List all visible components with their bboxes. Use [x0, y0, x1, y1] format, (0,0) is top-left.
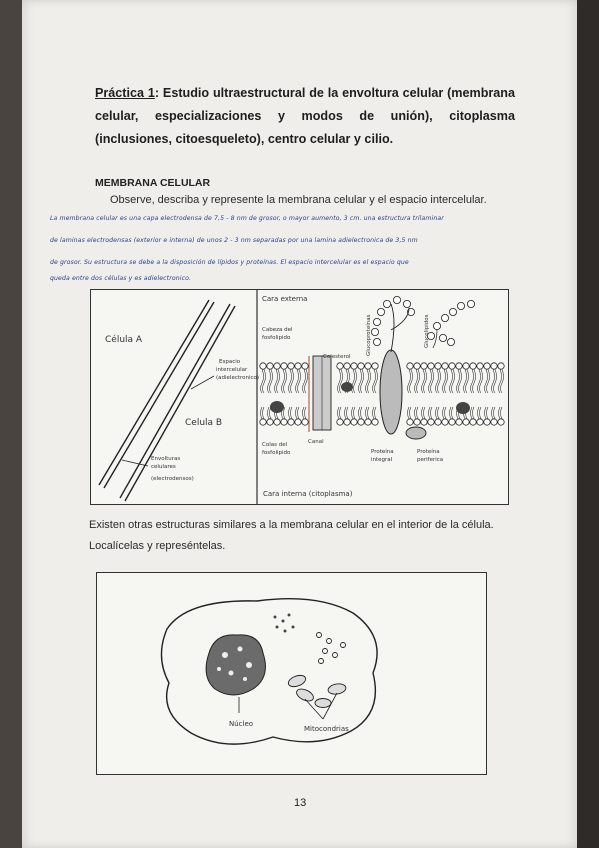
lipid-bilayer-drawing	[260, 296, 504, 439]
peripheral-protein-label: Proteína	[417, 449, 440, 455]
envelope-label: Envolturas	[151, 456, 181, 462]
peripheral-protein-label: periferica	[417, 457, 444, 463]
practice-subject: : Estudio ultraestructural de la envoltura celular (membrana celular, especializaciones y modos de unión), citoplasma (inclusiones, citoesqueleto), centro celular y cilio.	[95, 86, 515, 146]
space-label: intercelular	[216, 367, 248, 373]
section-heading: MEMBRANA CELULAR	[95, 177, 211, 189]
page-number: 13	[294, 797, 307, 809]
mitochondria-label: Mitocondrias	[304, 725, 349, 733]
question-line-1: Existen otras estructuras similares a la membrana celular en el interior de la célula.	[89, 519, 494, 531]
head-label: fosfolipido	[262, 335, 291, 341]
cytoplasm-dots	[274, 614, 295, 633]
outer-face-label: Cara externa	[262, 295, 308, 303]
question-line-2: Localícelas y represéntelas.	[89, 540, 226, 552]
mitochondria-shapes	[287, 673, 347, 707]
background-edge-left	[0, 0, 22, 848]
inner-face-label: Cara interna (citoplasma)	[263, 490, 353, 498]
intercellular-space-drawing	[99, 300, 235, 501]
integral-protein-label: integral	[371, 457, 393, 463]
handwritten-line: de grosor. Su estructura se debe a la disposición de lípidos y proteínas. El espacio intercelular es el espacio que	[50, 259, 409, 266]
practice-number: Práctica 1	[95, 86, 155, 100]
membrane-figure	[90, 289, 509, 505]
glycoproteins-label: Glucoproteínas	[366, 314, 372, 356]
background-edge-right	[577, 0, 599, 848]
cell-drawing	[97, 573, 486, 774]
integral-protein-label: Proteína	[371, 449, 394, 455]
envelope-label: (electrodensos)	[151, 476, 194, 482]
space-label: Espacio	[219, 359, 241, 365]
cell-figure	[96, 572, 487, 775]
nucleus-label: Núcleo	[229, 720, 254, 728]
head-label: Cabeza del	[262, 327, 293, 333]
channel-label: Canal	[308, 439, 324, 445]
membrane-drawing	[91, 290, 508, 504]
glycolipids-label: Glucolipidos	[424, 314, 430, 348]
space-label: (adielectronico)	[216, 375, 260, 381]
handwritten-line: queda entre dos células y es adielectronico.	[50, 275, 192, 282]
cell-a-label: Célula A	[105, 335, 143, 345]
nucleus-shape	[206, 635, 265, 695]
practice-title	[95, 82, 515, 151]
instruction-text: Observe, describa y represente la membrana celular y el espacio intercelular.	[110, 194, 487, 206]
vesicles	[317, 633, 346, 664]
cell-b-label: Celula B	[185, 418, 223, 428]
envelope-label: celulares	[151, 464, 176, 470]
handwritten-line: La membrana celular es una capa electrodensa de 7,5 - 8 nm de grosor, o mayor aumento, 3 cm. una estructura trilaminar	[50, 215, 444, 222]
cholesterol-label: Colesterol	[323, 354, 351, 360]
tails-label: fosfolipido	[262, 450, 291, 456]
handwritten-line: de laminas electrodensas (exterior e interna) de unos 2 - 3 nm separadas por una lamina adielectronica de 3,5 nm	[50, 237, 418, 244]
tails-label: Colas del	[262, 442, 288, 448]
cell-outline	[161, 599, 377, 744]
